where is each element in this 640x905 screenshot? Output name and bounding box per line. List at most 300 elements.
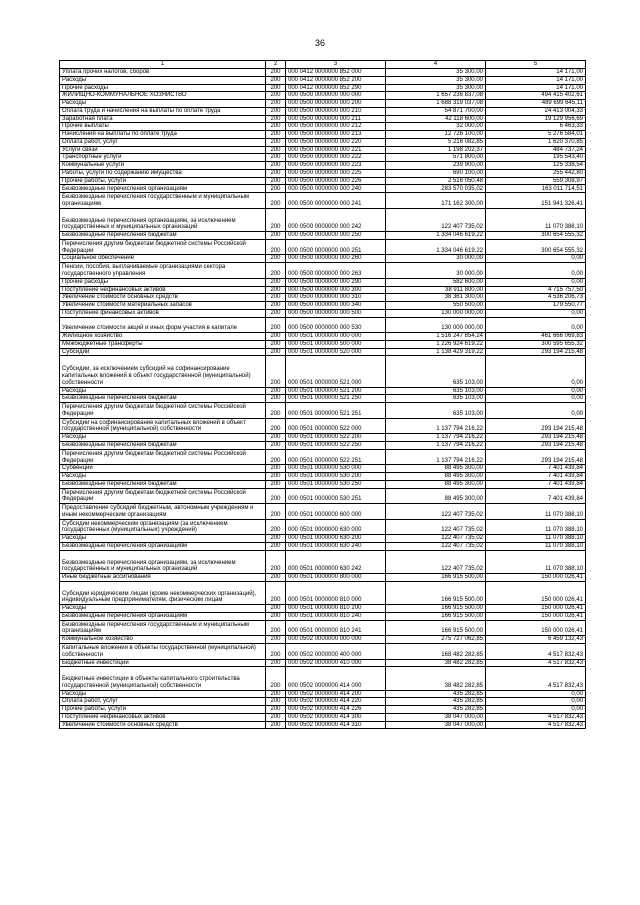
row-budget-code: 000 0412 0000000 852 200 [286, 76, 386, 84]
row-line-code: 200 [266, 504, 286, 520]
row-amount-col4: 1 226 924 619,22 [386, 340, 486, 348]
row-amount-col5: 11 070 388,10 [486, 208, 586, 231]
table-row [60, 465, 586, 473]
row-name: Коммунальное хозяйство [60, 636, 266, 644]
row-amount-col4: 35 300,00 [386, 84, 486, 92]
row-amount-col5: 11 070 388,10 [486, 542, 586, 550]
row-line-code: 200 [266, 146, 286, 154]
row-line-code: 200 [266, 356, 286, 387]
row-amount-col4: 1 137 794 216,22 [386, 434, 486, 442]
row-amount-col5: 0,00 [486, 278, 586, 286]
table-row [60, 620, 586, 636]
row-budget-code: 000 0501 0000000 521 250 [286, 395, 386, 403]
row-name: Расходы [60, 387, 266, 395]
row-line-code: 200 [266, 193, 286, 209]
row-line-code: 200 [266, 232, 286, 240]
row-amount-col4: 1 334 046 619,22 [386, 239, 486, 255]
row-budget-code: 000 0502 0000000 410 000 [286, 659, 386, 667]
row-budget-code: 000 0501 0000000 520 000 [286, 348, 386, 356]
row-amount-col5: 300 654 555,32 [486, 232, 586, 240]
row-line-code: 200 [266, 690, 286, 698]
table-row [60, 667, 586, 690]
table-row [60, 340, 586, 348]
table-row [60, 317, 586, 333]
table-row [60, 131, 586, 139]
row-name: Услуги связи [60, 146, 266, 154]
row-name: Субсидии на софинансирование капитальных вложений в объект государственной (муниципальной) собственности [60, 418, 266, 434]
row-budget-code: 000 0502 0000000 414 000 [286, 667, 386, 690]
table-row [60, 169, 586, 177]
row-name: Поступление финансовых активов [60, 309, 266, 317]
row-name: Расходы [60, 690, 266, 698]
row-amount-col4: 435 282,85 [386, 698, 486, 706]
table-row [60, 162, 586, 170]
row-amount-col5: 293 194 215,48 [486, 441, 586, 449]
row-amount-col4: 1 198 202,37 [386, 146, 486, 154]
table-row [60, 356, 586, 387]
row-amount-col5: 11 070 388,10 [486, 504, 586, 520]
row-budget-code: 000 0500 0000000 000 200 [286, 100, 386, 108]
row-name: Безвозмездные перечисления бюджетам [60, 441, 266, 449]
table-row [60, 535, 586, 543]
row-name: Иные бюджетные ассигнования [60, 574, 266, 582]
table-row [60, 232, 586, 240]
row-amount-col5: 150 000 026,41 [486, 620, 586, 636]
row-budget-code: 000 0500 0000000 000 290 [286, 278, 386, 286]
row-amount-col5: 0,00 [486, 255, 586, 263]
row-line-code: 200 [266, 340, 286, 348]
row-name: Увеличение стоимости основных средств [60, 721, 266, 729]
row-line-code: 200 [266, 449, 286, 465]
row-amount-col4: 122 407 735,02 [386, 535, 486, 543]
row-line-code: 200 [266, 542, 286, 550]
row-amount-col4: 42 118 600,00 [386, 115, 486, 123]
table-row [60, 100, 586, 108]
row-budget-code: 000 0501 0000000 810 241 [286, 620, 386, 636]
row-name: Прочие работы, услуги [60, 706, 266, 714]
row-amount-col4: 32 000,00 [386, 123, 486, 131]
row-line-code: 200 [266, 667, 286, 690]
row-name: Пенсии, пособия, выплачиваемые организациями сектора государственного управления [60, 263, 266, 279]
row-name: Субсидии [60, 348, 266, 356]
row-amount-col4: 435 282,85 [386, 690, 486, 698]
row-amount-col5: 0,00 [486, 706, 586, 714]
row-amount-col4: 35 300,00 [386, 69, 486, 77]
row-name: Безвозмездные перечисления организациям, за исключением государственных и муниципальных организаций [60, 208, 266, 231]
table-row [60, 185, 586, 193]
row-amount-col5: 0,00 [486, 395, 586, 403]
table-row [60, 302, 586, 310]
row-amount-col5: 14 171,00 [486, 69, 586, 77]
page-number: 36 [314, 38, 325, 48]
table-row [60, 294, 586, 302]
row-line-code: 200 [266, 387, 286, 395]
row-name: Расходы [60, 473, 266, 481]
table-row [60, 278, 586, 286]
row-line-code: 200 [266, 473, 286, 481]
row-amount-col5: 7 401 439,84 [486, 480, 586, 488]
row-budget-code: 000 0502 0000000 400 000 [286, 643, 386, 659]
row-line-code: 200 [266, 255, 286, 263]
row-line-code: 200 [266, 177, 286, 185]
row-budget-code: 000 0501 0000000 810 200 [286, 605, 386, 613]
row-line-code: 200 [266, 115, 286, 123]
row-amount-col5: 0,00 [486, 317, 586, 333]
row-amount-col4: 635 103,00 [386, 387, 486, 395]
row-budget-code: 000 0500 0000000 000 241 [286, 193, 386, 209]
row-name: Увеличение стоимости основных средств [60, 294, 266, 302]
table-row [60, 434, 586, 442]
table-row [60, 721, 586, 729]
table-row [60, 441, 586, 449]
table-row [60, 706, 586, 714]
row-amount-col5: 4 715 757,50 [486, 286, 586, 294]
row-budget-code: 000 0501 0000000 530 000 [286, 465, 386, 473]
row-budget-code: 000 0501 0000000 630 240 [286, 542, 386, 550]
row-amount-col4: 635 103,00 [386, 403, 486, 419]
row-budget-code: 000 0500 0000000 000 210 [286, 107, 386, 115]
row-line-code: 200 [266, 69, 286, 77]
row-budget-code: 000 0500 0000000 000 000 [286, 92, 386, 100]
row-budget-code: 000 0502 0000000 414 220 [286, 698, 386, 706]
row-amount-col5: 5 276 584,01 [486, 131, 586, 139]
table-row [60, 713, 586, 721]
row-amount-col4: 122 407 735,02 [386, 542, 486, 550]
table-row [60, 123, 586, 131]
row-amount-col4: 168 482 282,85 [386, 643, 486, 659]
row-amount-col4: 38 047 000,00 [386, 721, 486, 729]
row-name: Транспортные услуги [60, 154, 266, 162]
row-budget-code: 000 0412 0000000 852 290 [286, 84, 386, 92]
row-amount-col5: 179 550,77 [486, 302, 586, 310]
row-amount-col5: 0,00 [486, 690, 586, 698]
row-amount-col4: 30 000,00 [386, 263, 486, 279]
row-name: Безвозмездные перечисления организациям, за исключением государственных и муниципальных организаций [60, 550, 266, 573]
row-budget-code: 000 0501 0000000 000 000 [286, 333, 386, 341]
row-line-code: 200 [266, 294, 286, 302]
row-amount-col4: 582 600,00 [386, 278, 486, 286]
row-amount-col5: 0,00 [486, 263, 586, 279]
row-budget-code: 000 0502 0000000 414 226 [286, 706, 386, 714]
table-row [60, 449, 586, 465]
row-line-code: 200 [266, 441, 286, 449]
table-row [60, 504, 586, 520]
row-budget-code: 000 0501 0000000 630 200 [286, 535, 386, 543]
row-amount-col4: 1 138 429 319,22 [386, 348, 486, 356]
row-amount-col4: 5 216 082,85 [386, 138, 486, 146]
row-line-code: 200 [266, 465, 286, 473]
header-col-1: 1 [60, 61, 266, 69]
table-row [60, 395, 586, 403]
row-budget-code: 000 0501 0000000 600 000 [286, 504, 386, 520]
row-amount-col4: 88 495 300,00 [386, 473, 486, 481]
row-budget-code: 000 0501 0000000 522 200 [286, 434, 386, 442]
row-amount-col5: 4 517 832,43 [486, 721, 586, 729]
row-name: Перечисления другим бюджетам бюджетной системы Российской Федерации [60, 239, 266, 255]
row-amount-col5: 150 000 026,41 [486, 612, 586, 620]
table-row [60, 255, 586, 263]
row-budget-code: 000 0501 0000000 522 251 [286, 449, 386, 465]
row-name: Безвозмездные перечисления государственным и муниципальным организациям [60, 193, 266, 209]
row-line-code: 200 [266, 138, 286, 146]
row-line-code: 200 [266, 162, 286, 170]
row-budget-code: 000 0500 0000000 000 530 [286, 317, 386, 333]
row-amount-col4: 571 800,00 [386, 154, 486, 162]
row-name: Безвозмездные перечисления организациям [60, 185, 266, 193]
row-amount-col5: 163 011 714,51 [486, 185, 586, 193]
row-amount-col4: 122 407 735,02 [386, 504, 486, 520]
row-amount-col4: 122 407 735,02 [386, 208, 486, 231]
row-name: Оплата работ, услуг [60, 138, 266, 146]
row-line-code: 200 [266, 154, 286, 162]
row-name: Перечисления другим бюджетам бюджетной системы Российской Федерации [60, 403, 266, 419]
row-amount-col4: 690 100,00 [386, 169, 486, 177]
row-amount-col4: 1 137 794 216,22 [386, 441, 486, 449]
row-amount-col5: 6 459 132,43 [486, 636, 586, 644]
row-budget-code: 000 0500 0000000 000 260 [286, 255, 386, 263]
row-line-code: 200 [266, 706, 286, 714]
row-line-code: 200 [266, 418, 286, 434]
row-amount-col5: 0,00 [486, 356, 586, 387]
row-amount-col4: 30 000,00 [386, 255, 486, 263]
table-row [60, 403, 586, 419]
table-row [60, 154, 586, 162]
table-row [60, 263, 586, 279]
row-budget-code: 000 0502 0000000 414 300 [286, 713, 386, 721]
row-name: Безвозмездные перечисления организациям [60, 542, 266, 550]
row-line-code: 200 [266, 278, 286, 286]
row-amount-col5: 0,00 [486, 387, 586, 395]
row-amount-col5: 0,00 [486, 309, 586, 317]
row-amount-col5: 4 536 206,73 [486, 294, 586, 302]
row-line-code: 200 [266, 581, 286, 604]
row-line-code: 200 [266, 92, 286, 100]
row-amount-col5: 0,00 [486, 403, 586, 419]
row-budget-code: 000 0502 0000000 414 200 [286, 690, 386, 698]
row-budget-code: 000 0501 0000000 810 240 [286, 612, 386, 620]
row-amount-col4: 38 047 000,00 [386, 713, 486, 721]
row-amount-col4: 130 000 000,00 [386, 309, 486, 317]
row-budget-code: 000 0500 0000000 000 213 [286, 131, 386, 139]
row-amount-col4: 283 570 035,02 [386, 185, 486, 193]
row-line-code: 200 [266, 169, 286, 177]
row-amount-col4: 1 688 319 037,08 [386, 100, 486, 108]
table-row [60, 84, 586, 92]
row-amount-col4: 1 516 247 854,24 [386, 333, 486, 341]
row-amount-col5: 300 654 555,32 [486, 239, 586, 255]
row-amount-col5: 7 401 439,84 [486, 488, 586, 504]
row-name: Поступление нефинансовых активов [60, 286, 266, 294]
row-line-code: 200 [266, 434, 286, 442]
row-name: Жилищное хозяйство [60, 333, 266, 341]
row-name: Заработная плата [60, 115, 266, 123]
table-row [60, 138, 586, 146]
row-amount-col5: 494 415 402,61 [486, 92, 586, 100]
row-budget-code: 000 0501 0000000 530 250 [286, 480, 386, 488]
row-budget-code: 000 0501 0000000 810 000 [286, 581, 386, 604]
row-name: Безвозмездные перечисления бюджетам [60, 395, 266, 403]
row-line-code: 200 [266, 620, 286, 636]
row-line-code: 200 [266, 286, 286, 294]
row-line-code: 200 [266, 123, 286, 131]
row-budget-code: 000 0500 0000000 000 226 [286, 177, 386, 185]
row-name: Прочие расходы [60, 278, 266, 286]
row-amount-col4: 88 495 300,00 [386, 488, 486, 504]
row-amount-col4: 166 915 500,00 [386, 605, 486, 613]
row-name: ЖИЛИЩНО-КОММУНАЛЬНОЕ ХОЗЯЙСТВО [60, 92, 266, 100]
row-amount-col5: 19 129 956,69 [486, 115, 586, 123]
row-amount-col4: 38 911 800,00 [386, 286, 486, 294]
table-row [60, 107, 586, 115]
row-line-code: 200 [266, 76, 286, 84]
row-line-code: 200 [266, 488, 286, 504]
row-amount-col4: 1 137 794 216,22 [386, 418, 486, 434]
row-line-code: 200 [266, 636, 286, 644]
header-col-2: 2 [266, 61, 286, 69]
row-budget-code: 000 0501 0000000 522 250 [286, 441, 386, 449]
row-name: Увеличение стоимости акций и иных форм участия в капитале [60, 317, 266, 333]
row-budget-code: 000 0501 0000000 500 000 [286, 340, 386, 348]
row-amount-col5: 4 517 832,43 [486, 667, 586, 690]
row-amount-col4: 166 915 500,00 [386, 581, 486, 604]
row-name: Безвозмездные перечисления государственным и муниципальным организациям [60, 620, 266, 636]
row-line-code: 200 [266, 605, 286, 613]
row-name: Начисления на выплаты по оплате труда [60, 131, 266, 139]
row-budget-code: 000 0501 0000000 630 242 [286, 550, 386, 573]
row-amount-col4: 130 000 000,00 [386, 317, 486, 333]
table-row [60, 574, 586, 582]
row-name: Расходы [60, 434, 266, 442]
row-line-code: 200 [266, 713, 286, 721]
table-row [60, 115, 586, 123]
row-line-code: 200 [266, 519, 286, 535]
row-budget-code: 000 0500 0000000 000 220 [286, 138, 386, 146]
row-amount-col5: 1 620 370,85 [486, 138, 586, 146]
table-row [60, 550, 586, 573]
row-amount-col5: 11 070 388,10 [486, 519, 586, 535]
row-budget-code: 000 0500 0000000 000 211 [286, 115, 386, 123]
row-amount-col4: 275 727 062,85 [386, 636, 486, 644]
row-name: Межбюджетные трансферты [60, 340, 266, 348]
row-amount-col5: 293 194 215,48 [486, 449, 586, 465]
row-budget-code: 000 0412 0000000 852 000 [286, 69, 386, 77]
row-amount-col4: 435 282,85 [386, 706, 486, 714]
row-budget-code: 000 0500 0000000 000 212 [286, 123, 386, 131]
table-row [60, 286, 586, 294]
row-line-code: 200 [266, 309, 286, 317]
row-amount-col4: 635 103,00 [386, 395, 486, 403]
row-amount-col4: 1 334 046 619,22 [386, 232, 486, 240]
row-amount-col4: 38 361 300,00 [386, 294, 486, 302]
row-line-code: 200 [266, 550, 286, 573]
row-amount-col5: 14 171,00 [486, 76, 586, 84]
row-budget-code: 000 0500 0000000 000 263 [286, 263, 386, 279]
table-row [60, 309, 586, 317]
row-budget-code: 000 0501 0000000 530 200 [286, 473, 386, 481]
row-line-code: 200 [266, 403, 286, 419]
row-name: Перечисления другим бюджетам бюджетной системы Российской Федерации [60, 449, 266, 465]
row-name: Безвозмездные перечисления организациям [60, 612, 266, 620]
row-amount-col4: 166 915 500,00 [386, 574, 486, 582]
row-amount-col4: 12 726 100,00 [386, 131, 486, 139]
row-amount-col4: 239 900,00 [386, 162, 486, 170]
row-name: Увеличение стоимости материальных запасов [60, 302, 266, 310]
row-name: Субсидии юридическим лицам (кроме некоммерческих организаций), индивидуальным предпринимателям, физическим лицам [60, 581, 266, 604]
row-line-code: 200 [266, 263, 286, 279]
row-name: Субвенции [60, 465, 266, 473]
table-row [60, 659, 586, 667]
table-row [60, 208, 586, 231]
row-budget-code: 000 0500 0000000 000 222 [286, 154, 386, 162]
row-name: Коммунальные услуги [60, 162, 266, 170]
table-row [60, 473, 586, 481]
row-amount-col5: 6 463,33 [486, 123, 586, 131]
row-budget-code: 000 0500 0000000 000 340 [286, 302, 386, 310]
table-row [60, 239, 586, 255]
table-row [60, 76, 586, 84]
row-budget-code: 000 0500 0000000 000 310 [286, 294, 386, 302]
row-amount-col5: 150 000 026,41 [486, 605, 586, 613]
row-amount-col5: 11 070 388,10 [486, 535, 586, 543]
row-name: Бюджетные инвестиции [60, 659, 266, 667]
table-row [60, 418, 586, 434]
row-budget-code: 000 0501 0000000 530 251 [286, 488, 386, 504]
row-amount-col4: 38 482 282,85 [386, 667, 486, 690]
row-line-code: 200 [266, 698, 286, 706]
row-name: Перечисления другим бюджетам бюджетной системы Российской Федерации [60, 488, 266, 504]
row-line-code: 200 [266, 185, 286, 193]
row-amount-col4: 88 495 300,00 [386, 465, 486, 473]
row-budget-code: 000 0500 0000000 000 242 [286, 208, 386, 231]
table-row [60, 542, 586, 550]
row-line-code: 200 [266, 348, 286, 356]
row-amount-col5: 484 737,24 [486, 146, 586, 154]
row-name: Уплата прочих налогов, сборов [60, 69, 266, 77]
row-line-code: 200 [266, 317, 286, 333]
row-budget-code: 000 0501 0000000 521 251 [286, 403, 386, 419]
row-amount-col4: 122 407 735,02 [386, 519, 486, 535]
table-row [60, 480, 586, 488]
row-line-code: 200 [266, 131, 286, 139]
row-amount-col4: 550 500,00 [386, 302, 486, 310]
row-line-code: 200 [266, 333, 286, 341]
row-budget-code: 000 0501 0000000 522 000 [286, 418, 386, 434]
row-amount-col4: 2 516 050,48 [386, 177, 486, 185]
row-line-code: 200 [266, 208, 286, 231]
table-row [60, 698, 586, 706]
row-budget-code: 000 0501 0000000 800 000 [286, 574, 386, 582]
row-name: Субсидии, за исключением субсидий на софинансирование капитальных вложений в объект государственной (муниципальной) собственности [60, 356, 266, 387]
row-line-code: 200 [266, 721, 286, 729]
row-amount-col4: 35 300,00 [386, 76, 486, 84]
table-row [60, 519, 586, 535]
header-col-3: 3 [286, 61, 386, 69]
row-line-code: 200 [266, 612, 286, 620]
row-budget-code: 000 0502 0000000 414 310 [286, 721, 386, 729]
row-amount-col5: 7 401 439,84 [486, 473, 586, 481]
row-name: Прочие выплаты [60, 123, 266, 131]
row-amount-col5: 11 070 388,10 [486, 550, 586, 573]
row-name: Прочие работы, услуги [60, 177, 266, 185]
row-amount-col5: 7 401 439,84 [486, 465, 586, 473]
row-budget-code: 000 0500 0000000 000 225 [286, 169, 386, 177]
row-amount-col5: 559 308,97 [486, 177, 586, 185]
row-amount-col5: 0,00 [486, 698, 586, 706]
row-line-code: 200 [266, 302, 286, 310]
row-budget-code: 000 0501 0000000 630 000 [286, 519, 386, 535]
row-amount-col4: 635 103,00 [386, 356, 486, 387]
row-name: Расходы [60, 535, 266, 543]
